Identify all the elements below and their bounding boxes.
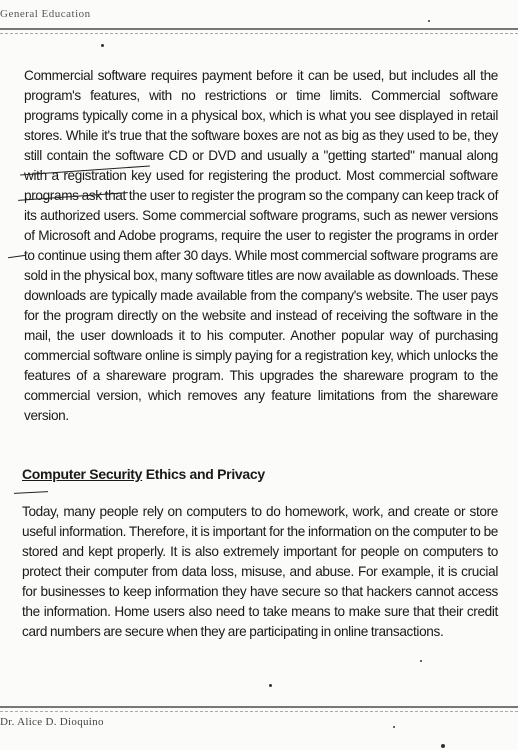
footer-rule-dashed [0,711,518,712]
header-rule [0,28,518,30]
scan-speck [441,744,445,748]
section-heading-underlined: Computer Security [22,466,143,482]
running-header: General Education [0,8,91,20]
section-heading-rest: Ethics and Privacy [142,466,265,482]
scan-speck [428,20,430,22]
scan-speck [420,660,422,662]
footer-rule [0,706,518,708]
paragraph-computer-security: Today, many people rely on computers to do homework, work, and create or store useful information. Therefore, it is important for the information on the computer to be stored and kept properly. It is also extremely important for people on computers to protect their computer from data loss, misuse, and abuse. For example, it is crucial for businesses to keep information they have secure so that hackers cannot access the information. Home users also need to take means to make sure that their credit card numbers are secure when they are participating in online transactions. [22,503,498,639]
scan-speck [393,726,395,728]
scan-speck [101,44,104,47]
paragraph-commercial-software: Commercial software requires payment before it can be used, but includes all the program's features, with no restrictions or time limits. Commercial software programs typically come in a physical box, which is what you see displayed in retail stores. While it's true that the software boxes are not as big as they used to be, they still contain the software CD or DVD and usually a "getting started" manual along with a registration key used for registering the product. Most commercial software programs ask that the user to register the program so the company can keep track of its authorized users. Some commercial software programs, such as newer versions of Microsoft and Adobe programs, require the user to register the programs in order to continue using them after 30 days. While most commercial software programs are sold in the physical box, many software titles are now available as downloads. These downloads are typically made available from the company's website. The user pays for the program directly on the website and instead of receiving the software in the mail, the user downloads it to his computer. Another popular way of purchasing commercial software online is simply paying for a registration key, which unlocks the features of a shareware program. This upgrades the shareware program to the commercial version, which removes any feature limitations from the shareware version. [24,67,498,423]
running-footer: Dr. Alice D. Dioquino [0,716,104,728]
scan-speck [269,684,272,687]
pen-underline-mark [14,491,48,494]
section-heading [22,466,265,482]
header-rule-dashed [0,33,518,34]
